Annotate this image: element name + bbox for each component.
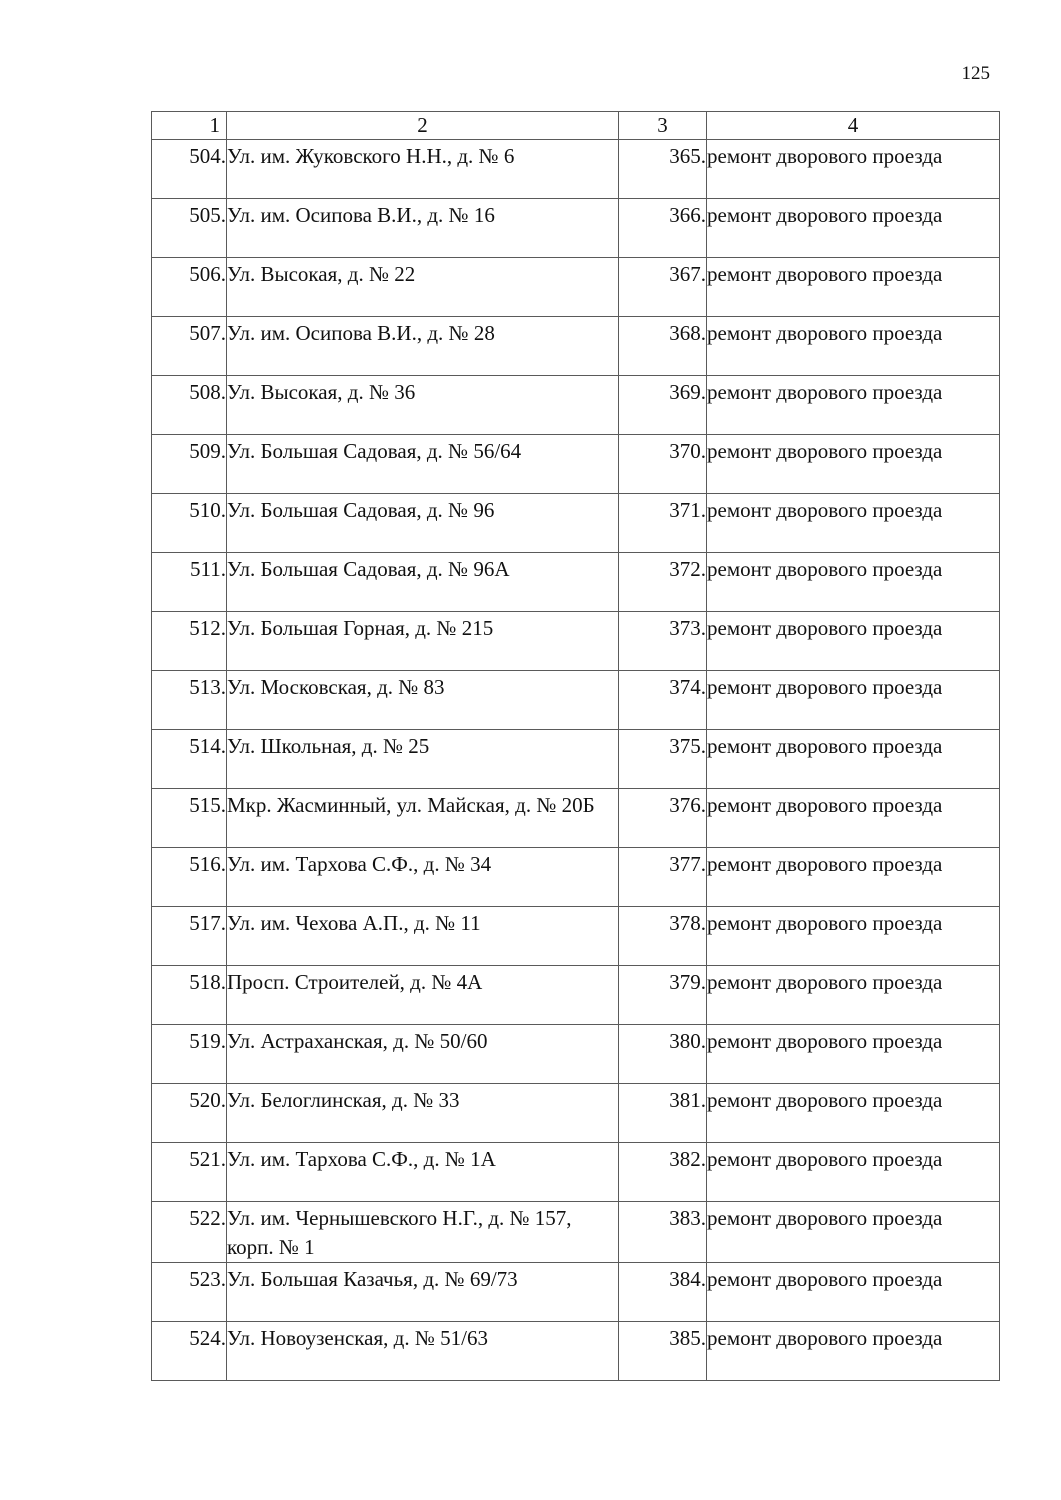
row-address: Ул. Высокая, д. № 22	[227, 258, 619, 317]
table-row	[152, 435, 1000, 494]
row-work-type: ремонт дворового проезда	[707, 553, 1000, 612]
row-address: Ул. им. Осипова В.И., д. № 28	[227, 317, 619, 376]
row-work-type: ремонт дворового проезда	[707, 1025, 1000, 1084]
row-index: 383.	[619, 1202, 707, 1263]
row-index: 373.	[619, 612, 707, 671]
row-address: Ул. им. Осипова В.И., д. № 16	[227, 199, 619, 258]
row-number: 515.	[152, 789, 227, 848]
row-number: 511.	[152, 553, 227, 612]
row-number: 508.	[152, 376, 227, 435]
row-address: Ул. им. Чехова А.П., д. № 11	[227, 907, 619, 966]
table-row	[152, 553, 1000, 612]
row-index: 380.	[619, 1025, 707, 1084]
row-number: 512.	[152, 612, 227, 671]
row-number: 507.	[152, 317, 227, 376]
table-row	[152, 494, 1000, 553]
row-work-type: ремонт дворового проезда	[707, 730, 1000, 789]
row-address: Ул. Большая Горная, д. № 215	[227, 612, 619, 671]
row-index: 377.	[619, 848, 707, 907]
row-address: Ул. Белоглинская, д. № 33	[227, 1084, 619, 1143]
row-work-type: ремонт дворового проезда	[707, 1084, 1000, 1143]
row-address: Ул. Школьная, д. № 25	[227, 730, 619, 789]
column-header-3: 3	[619, 112, 707, 140]
row-address: Ул. им. Тархова С.Ф., д. № 34	[227, 848, 619, 907]
row-work-type: ремонт дворового проезда	[707, 140, 1000, 199]
row-work-type: ремонт дворового проезда	[707, 199, 1000, 258]
row-work-type: ремонт дворового проезда	[707, 907, 1000, 966]
row-index: 370.	[619, 435, 707, 494]
column-header-4: 4	[707, 112, 1000, 140]
row-index: 378.	[619, 907, 707, 966]
row-address: Ул. Большая Казачья, д. № 69/73	[227, 1263, 619, 1322]
table-row	[152, 1143, 1000, 1202]
row-number: 520.	[152, 1084, 227, 1143]
row-index: 368.	[619, 317, 707, 376]
row-address: Ул. Большая Садовая, д. № 56/64	[227, 435, 619, 494]
row-number: 522.	[152, 1202, 227, 1263]
row-address: Ул. Большая Садовая, д. № 96А	[227, 553, 619, 612]
table-row	[152, 730, 1000, 789]
row-address: Просп. Строителей, д. № 4А	[227, 966, 619, 1025]
row-address: Ул. Московская, д. № 83	[227, 671, 619, 730]
row-number: 509.	[152, 435, 227, 494]
table-header-row	[152, 112, 1000, 140]
row-address: Мкр. Жасминный, ул. Майская, д. № 20Б	[227, 789, 619, 848]
row-index: 382.	[619, 1143, 707, 1202]
row-number: 510.	[152, 494, 227, 553]
row-index: 379.	[619, 966, 707, 1025]
row-index: 372.	[619, 553, 707, 612]
row-work-type: ремонт дворового проезда	[707, 258, 1000, 317]
row-work-type: ремонт дворового проезда	[707, 966, 1000, 1025]
row-index: 365.	[619, 140, 707, 199]
row-index: 385.	[619, 1322, 707, 1381]
row-address: Ул. Большая Садовая, д. № 96	[227, 494, 619, 553]
row-address: Ул. им. Чернышевского Н.Г., д. № 157, корп. № 1	[227, 1202, 619, 1263]
row-index: 374.	[619, 671, 707, 730]
row-index: 375.	[619, 730, 707, 789]
table-row	[152, 1202, 1000, 1263]
table-row	[152, 140, 1000, 199]
address-table	[151, 111, 1000, 1381]
table-row	[152, 199, 1000, 258]
row-address: Ул. Астраханская, д. № 50/60	[227, 1025, 619, 1084]
row-number: 514.	[152, 730, 227, 789]
table-row	[152, 1322, 1000, 1381]
table-row	[152, 612, 1000, 671]
column-header-1: 1	[152, 112, 227, 140]
row-work-type: ремонт дворового проезда	[707, 1202, 1000, 1263]
row-index: 366.	[619, 199, 707, 258]
row-work-type: ремонт дворового проезда	[707, 376, 1000, 435]
row-work-type: ремонт дворового проезда	[707, 612, 1000, 671]
row-number: 519.	[152, 1025, 227, 1084]
row-number: 504.	[152, 140, 227, 199]
row-address: Ул. Новоузенская, д. № 51/63	[227, 1322, 619, 1381]
row-address: Ул. им. Жуковского Н.Н., д. № 6	[227, 140, 619, 199]
row-number: 517.	[152, 907, 227, 966]
row-work-type: ремонт дворового проезда	[707, 494, 1000, 553]
table-row	[152, 1263, 1000, 1322]
table-row	[152, 789, 1000, 848]
row-number: 523.	[152, 1263, 227, 1322]
table-row	[152, 848, 1000, 907]
row-number: 521.	[152, 1143, 227, 1202]
row-work-type: ремонт дворового проезда	[707, 671, 1000, 730]
row-number: 518.	[152, 966, 227, 1025]
table-row	[152, 907, 1000, 966]
row-number: 516.	[152, 848, 227, 907]
column-header-2: 2	[227, 112, 619, 140]
row-address: Ул. им. Тархова С.Ф., д. № 1А	[227, 1143, 619, 1202]
row-index: 384.	[619, 1263, 707, 1322]
row-work-type: ремонт дворового проезда	[707, 317, 1000, 376]
row-index: 381.	[619, 1084, 707, 1143]
row-work-type: ремонт дворового проезда	[707, 789, 1000, 848]
row-number: 513.	[152, 671, 227, 730]
row-work-type: ремонт дворового проезда	[707, 1263, 1000, 1322]
table-row	[152, 671, 1000, 730]
row-number: 506.	[152, 258, 227, 317]
row-index: 367.	[619, 258, 707, 317]
table-row	[152, 1025, 1000, 1084]
row-work-type: ремонт дворового проезда	[707, 1322, 1000, 1381]
row-index: 376.	[619, 789, 707, 848]
row-number: 524.	[152, 1322, 227, 1381]
row-number: 505.	[152, 199, 227, 258]
table-row	[152, 966, 1000, 1025]
row-work-type: ремонт дворового проезда	[707, 848, 1000, 907]
page-number: 125	[961, 63, 990, 84]
row-work-type: ремонт дворового проезда	[707, 1143, 1000, 1202]
row-work-type: ремонт дворового проезда	[707, 435, 1000, 494]
table-row	[152, 258, 1000, 317]
table-row	[152, 317, 1000, 376]
row-address: Ул. Высокая, д. № 36	[227, 376, 619, 435]
table-row	[152, 1084, 1000, 1143]
table-row	[152, 376, 1000, 435]
row-index: 371.	[619, 494, 707, 553]
row-index: 369.	[619, 376, 707, 435]
